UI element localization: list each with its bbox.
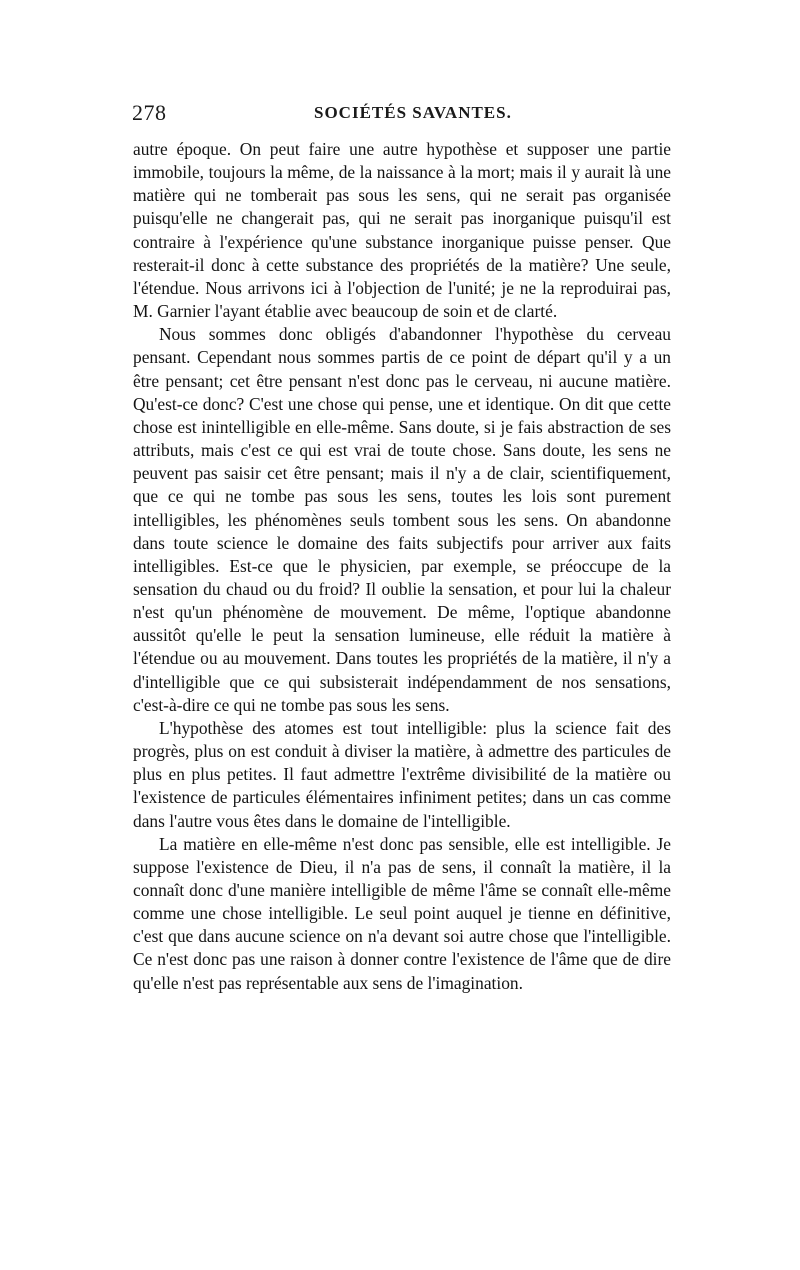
paragraph-cerveau-pensant: Nous sommes donc obligés d'abandonner l'hypothèse du cerveau pensant. Cependant nous sommes partis de ce point de départ qu'il y a un être pensant; cet être pensant n'est donc pas le cerveau, ni aucune matière. Qu'est-ce donc? C'est une chose qui pense, une et identique. On dit que cette chose est inintelligible en elle-même. Sans doute, si je fais abstraction de ses attributs, mais c'est ce qui est vrai de toute chose. Sans doute, les sens ne peuvent pas saisir cet être pensant; mais il n'y a de clair, scientifiquement, que ce qui ne tombe pas sous les sens, toutes les lois sont purement intelligibles, les phénomènes seuls tombent sous les sens. On abandonne dans toute science le domaine des faits subjectifs pour arriver aux faits intelligibles. Est-ce que le physicien, par exemple, se préoccupe de la sensation du chaud ou du froid? Il oublie la sensation, et pour lui la chaleur n'est qu'un phénomène de mouvement. De même, l'optique abandonne aussitôt qu'elle le peut la sensation lumineuse, elle réduit la matière à l'étendue ou au mouvement. Dans toutes les propriétés de la matière, il n'y a d'intelligible que ce qui subsisterait indépendamment de nos sensations, c'est-à-dire ce qui ne tombe pas sous les sens. [133, 324, 671, 715]
paragraph-continuation: autre époque. On peut faire une autre hypothèse et supposer une partie immobile, toujours la même, de la naissance à la mort; mais il y aurait là une matière qui ne tomberait pas sous les sens, qui ne serait pas organisée puisqu'elle ne changerait pas, qui ne serait pas inorganique puisqu'il est contraire à l'expérience qu'une substance inorganique puisse penser. Que resterait-il donc à cette substance des propriétés de la matière? Une seule, l'étendue. Nous arrivons ici à l'objection de l'unité; je ne la reproduirai pas, M. Garnier l'ayant établie avec beaucoup de soin et de clarté. [133, 139, 671, 322]
page-number: 278 [132, 100, 167, 125]
paragraph-atomes: L'hypothèse des atomes est tout intelligible: plus la science fait des progrès, plus on est conduit à diviser la matière, à admettre des particules de plus en plus petites. Il faut admettre l'extrême divisibilité de la matière ou l'existence de particules élémentaires infiniment petites; dans un cas comme dans l'autre vous êtes dans le domaine de l'intelligible. [133, 717, 671, 831]
paragraph-matiere-intelligible: La matière en elle-même n'est donc pas sensible, elle est intelligible. Je suppose l'existence de Dieu, il n'a pas de sens, il connaît la matière, il la connaît donc d'une manière intelligible de même l'âme se connaît elle-même comme une chose intelligible. Le seul point auquel je tienne en définitive, c'est que dans aucune science on n'a devant soi autre chose que l'intelligible. Ce n'est donc pas une raison à donner contre l'existence de l'âme que de dire qu'elle n'est pas représentable aux sens de l'imagination. [133, 833, 671, 993]
body-text [133, 138, 671, 995]
page-header [132, 100, 672, 130]
running-title: SOCIÉTÉS SAVANTES. [314, 103, 512, 122]
